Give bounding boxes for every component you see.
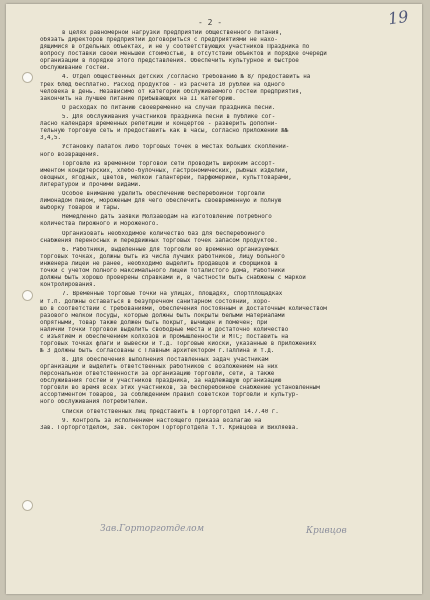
text-line: ного обслуживания потребителей. [40, 399, 149, 406]
text-line: Зав. Горторготделом, Зав. сектором Горторготдела т.т. Кривцова и Вихляева. [40, 424, 299, 431]
paragraph [40, 191, 416, 212]
document-body [40, 30, 416, 434]
text-line: литературой и прочими видами. [40, 181, 142, 188]
text-line: ного возвращения. [40, 151, 100, 158]
paragraph [40, 357, 416, 406]
text-line: выборку товаров и тары. [40, 205, 121, 212]
paragraph [40, 144, 416, 158]
paragraph [40, 214, 416, 228]
text-line: № 3 должны быть согласованы с Главным архитектором г.Таллина и т.д. [40, 347, 275, 354]
text-line: шо в соответствии с требованиями, обеспечения постоянным и достаточным количеством [40, 305, 327, 312]
text-line: торговли во время всех этих участников, за бесперебойное снабжение установленным [40, 385, 320, 392]
text-line: закончить на лучшее питание прибывающих на II категорию. [40, 95, 236, 102]
text-line: Особое внимание уделить обеспечению бесперебойной торговли [62, 191, 265, 198]
text-line: Торговлю из временной торговой сети проводить широким ассорт- [62, 160, 276, 167]
text-line: человека в день. Независимо от категорий обслуживаемого гостей предприятия, [40, 88, 303, 95]
text-line: 7. Временные торговые точки на улицах, площадях, спортплощадках [62, 291, 283, 298]
paragraph [40, 114, 416, 142]
paragraph [40, 231, 416, 245]
paragraph [40, 105, 416, 112]
text-line: персональной ответственности за организацию торговли, сети, а также [40, 371, 275, 378]
text-line: Списки ответственных лиц представить в Горторготдел 14.7.40 г. [62, 408, 279, 415]
text-line: ассортиментом товаров, за соблюдением правил советской торговли и культур- [40, 392, 299, 399]
paragraph [40, 291, 416, 354]
punch-hole [22, 290, 33, 301]
signature-right: Кривцов [306, 526, 347, 536]
text-line: торговых точках флаги и вывески и т.д. Торговые киоски, указанные в приложениях [40, 340, 317, 347]
text-line: инженера лицей не ранее, необходимо выделить продавцов и сборщиков в [40, 261, 278, 268]
punch-hole [22, 500, 33, 511]
document-page [6, 4, 422, 594]
text-line: обслуживание гостей. [40, 65, 110, 72]
text-line: обслуживания гостей и участников праздника, за надлежащую организацию [40, 378, 282, 385]
text-line: О расходах по питанию своевременно на случай праздника песни. [62, 104, 276, 111]
text-line: Немедленно дать заявки Молзаводам на изготовление потребного [62, 214, 272, 221]
text-line: снабжения переносных и передвижных торговых точек запасом продуктов. [40, 237, 278, 244]
folio-mark: 19 [386, 6, 410, 29]
text-line: ласно календаря временных репетиций и концертов - разверить дополни- [40, 121, 278, 128]
text-line: дящимися в отдельных объектах, и не у соответствующих участников Праздника по [40, 44, 310, 51]
paragraph [40, 247, 416, 289]
text-line: Организовать необходимое количество баз для бесперебойного [62, 230, 265, 237]
paragraph [40, 74, 416, 102]
text-line: иментом кондитерских, хлебо-булочных, гастрономических, рыбных изделий, [40, 167, 289, 174]
text-line: 5. Для обслуживания участников праздника песни в публике сог- [62, 114, 276, 121]
text-line: тельную торговую сеть и предоставить как в часы, согласно приложений №№ [40, 128, 289, 135]
text-line: 3,4,5. [40, 135, 61, 142]
text-line: с изъятием и обеспечением колхозов и промышленности и МТС; поставить на [40, 333, 289, 340]
text-line: в целях равномерной нагрузки предприятий общественного питания, [62, 30, 283, 36]
text-line: 8. Для обеспечения выполнения поставленных задач участникам [62, 357, 269, 364]
text-line: Установку палаток либо торговых точек в местах больших скоплений- [62, 144, 290, 151]
paragraph [40, 409, 416, 416]
paragraph [40, 418, 416, 432]
paragraph [40, 30, 416, 72]
text-line: наличии точки торговой выделить свободные места и достаточно количество [40, 326, 289, 333]
paragraph [40, 161, 416, 189]
text-line: обязать директоров предприятий договориться с предприятиями не нахо- [40, 37, 278, 44]
text-line: 4. Отдел общественных детских /согласно требованию № 8/ предоставить на [62, 74, 311, 81]
text-line: вопросу поставки своей меньшей стоимостью, в отсутствии объектов и порядке очереди [40, 51, 327, 58]
text-line: количества пирожного и мороженого. [40, 221, 159, 228]
text-line: точки с учетом полного максимального лицей тоталистого дома, Работники [40, 268, 285, 275]
page-number: - 2 - [198, 18, 223, 27]
text-line: 9. Контроль за исполнением настоящего приказа возлагаю на [62, 417, 262, 424]
text-line: лимонадом пивом, мороженым для чего обеспечить своевременную и полную [40, 198, 282, 205]
text-line: должны быть хорошо проверены справками и, в частности быть снабжены с маркой [40, 275, 306, 282]
text-line: трех блюд бесплатно. Расход продуктов - из расчета 10 рублей на одного [40, 81, 285, 88]
text-line: овощных, ягодных, цветов, мелкой галантереи, парфюмерией, культтоварами, [40, 174, 292, 181]
text-line: организации в порядке этого представления. Обеспечить культурное и быстрое [40, 58, 299, 65]
text-line: опрятными, товар также должен быть покрыт, вычищен и помечен; при [40, 319, 268, 326]
punch-hole [22, 72, 33, 83]
text-line: торговых точках, должны быть из числа лучших работников, лицу больного [40, 254, 285, 261]
text-line: и т.п. должны оставаться в безупречном санитарном состоянии, хоро- [40, 298, 271, 305]
text-line: разового мелкой посуды, которые должны быть покрыты белыми материалами [40, 312, 285, 319]
signature-left: Зав.Горторготделом [100, 524, 205, 534]
text-line: 6. Работники, выделенные для торговли во временно организуемых [62, 247, 279, 253]
text-line: контролирования. [40, 282, 96, 289]
text-line: организации и выделить ответственных работников с возложением на них [40, 364, 278, 371]
